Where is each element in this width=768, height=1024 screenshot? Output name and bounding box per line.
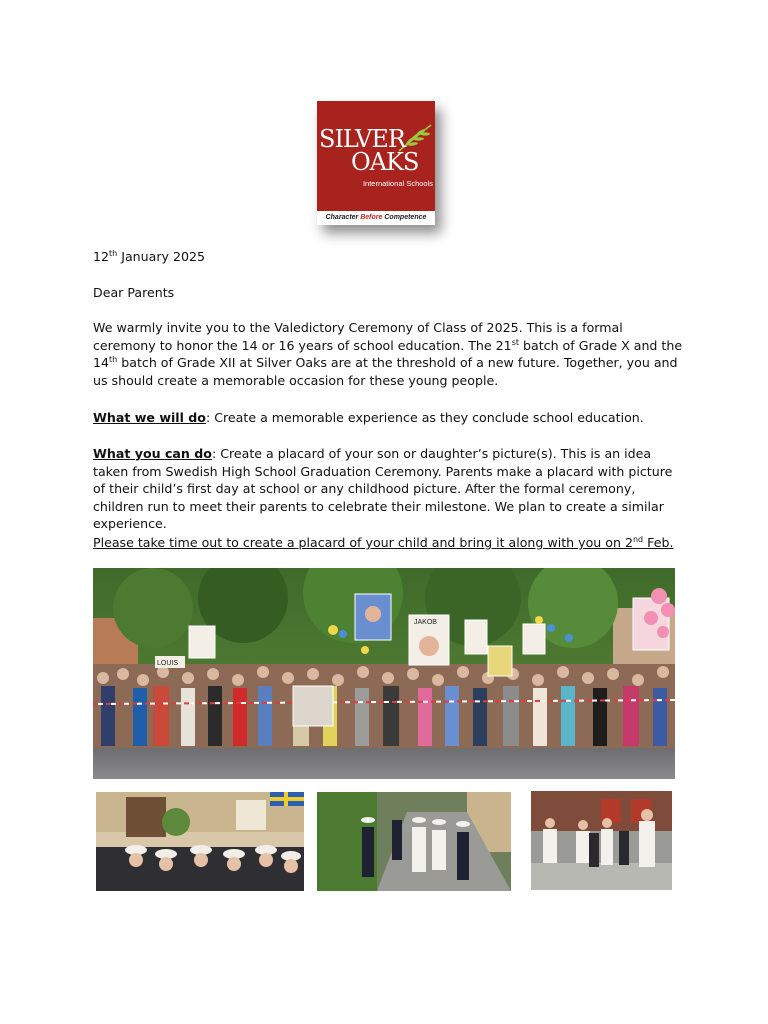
- paragraph-what-we-will-do: What we will do: Create a memorable experience as they conclude school education.: [93, 410, 644, 425]
- salutation: Dear Parents: [93, 285, 175, 300]
- logo-tagline: Character Before Competence: [325, 214, 427, 221]
- paragraph-invitation: We warmly invite you to the Valedictory Ceremony of Class of 2025. This is a formal ceremony to honor the 14 or 16 years of school education. The 21st batch of Grade X and the 14th batch of Grade XII at Silver Oaks are at the threshold of a new future. Together, you and us should create a memorable occasion for these young people.: [93, 320, 683, 388]
- placard-text-jakob: JAKOB: [414, 619, 437, 626]
- graduation-crowd-photo: [93, 568, 675, 779]
- school-logo: [317, 101, 435, 225]
- logo-word-silver: SILVER: [319, 125, 405, 153]
- graduates-celebrating-photo: [531, 791, 672, 890]
- graduates-running-photo: [317, 792, 511, 891]
- paragraph-request: Please take time out to create a placard of your child and bring it along with you on 2nd Feb.: [93, 534, 674, 550]
- letter-date: 12th January 2025: [93, 248, 206, 264]
- paragraph-what-you-can-do: What you can do: Create a placard of your son or daughter’s picture(s). This is an idea taken from Swedish High School Graduation Ceremony. Parents make a placard with picture of their child’s first day at school or any childhood picture. After the formal ceremony, children run to meet their parents to celebrate their milestone. We plan to create a similar experience.: [93, 446, 673, 532]
- logo-word-oaks: OAKS: [351, 148, 419, 176]
- graduates-caps-photo: [96, 792, 304, 891]
- placard-text-louis: LOUIS: [157, 660, 179, 667]
- logo-subtitle: International Schools: [362, 179, 433, 188]
